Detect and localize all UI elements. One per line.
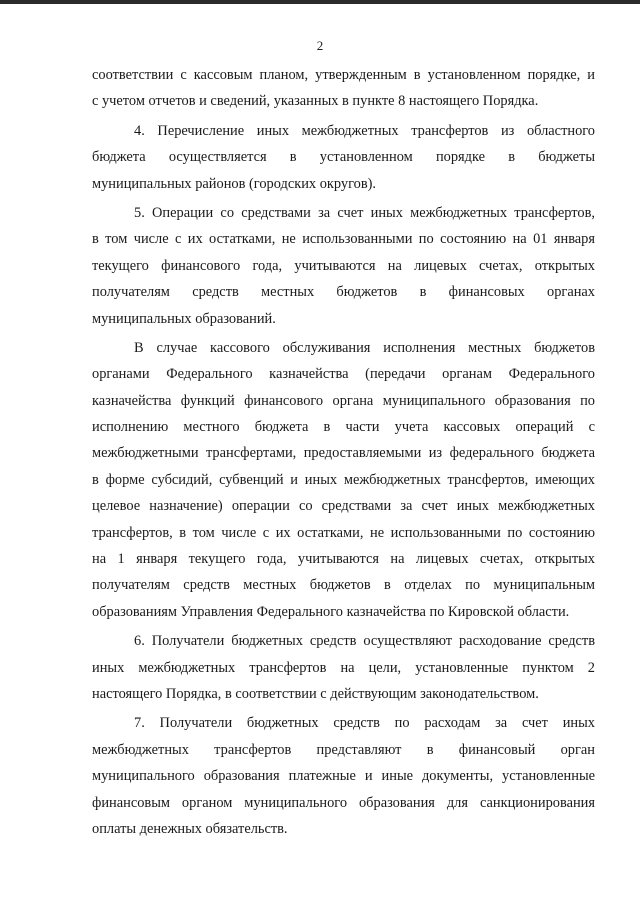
text-line: текущего финансового года, учитываются на лицевых счетах, открытых: [92, 257, 595, 274]
page-number: 2: [316, 38, 324, 53]
paragraph-p7: [92, 710, 595, 842]
text-line: исполнению местного бюджета в части учета кассовых операций с: [92, 419, 595, 436]
text-line: межбюджетных трансфертов представляют в финансовый орган: [92, 741, 595, 758]
text-line: на 1 января текущего года, учитываются на лицевых счетах, открытых: [92, 551, 595, 568]
paragraph-p5b: [92, 335, 595, 625]
text-line: целевое назначение) операции со средствами за счет иных межбюджетных: [92, 498, 595, 515]
text-line: получателям средств местных бюджетов в отделах по муниципальным: [92, 577, 595, 594]
text-line: с учетом отчетов и сведений, указанных в пункте 8 настоящего Порядка.: [92, 93, 539, 110]
text-line: образованиям Управления Федерального казначейства по Кировской области.: [92, 603, 570, 620]
text-line: муниципальных районов (городских округов).: [92, 175, 377, 192]
text-line: казначейства функций финансового органа муниципального образования по: [92, 392, 595, 409]
text-line: финансовым органом муниципального образования для санкционирования: [92, 794, 595, 811]
paragraph-p6: [92, 628, 595, 707]
text-line: оплаты денежных обязательств.: [92, 820, 288, 837]
text-line: получателям средств местных бюджетов в финансовых органах: [92, 284, 595, 301]
text-line: 6. Получатели бюджетных средств осуществляют расходование средств: [134, 633, 595, 650]
text-line: межбюджетными трансфертами, предоставляемыми из федерального бюджета: [92, 445, 595, 462]
text-line: муниципального образования платежные и иные документы, установленные: [92, 768, 595, 785]
top-edge-rule: [0, 0, 640, 4]
text-line: бюджета осуществляется в установленном порядке в бюджеты: [92, 149, 595, 166]
paragraph-p5: [92, 200, 595, 332]
text-line: 5. Операции со средствами за счет иных межбюджетных трансфертов,: [134, 204, 595, 221]
text-line: соответствии с кассовым планом, утвержденным в установленном порядке, и: [92, 67, 595, 83]
text-line: в том числе с их остатками, не использованными по состоянию на 01 января: [92, 231, 595, 248]
text-line: органами Федерального казначейства (передачи органам Федерального: [92, 366, 595, 383]
document-body: [92, 62, 595, 842]
text-line: в форме субсидий, субвенций и иных межбюджетных трансфертов, имеющих: [92, 471, 595, 488]
text-line: настоящего Порядка, в соответствии с действующим законодательством.: [92, 685, 539, 702]
paragraph-p0: [92, 62, 595, 115]
text-line: В случае кассового обслуживания исполнения местных бюджетов: [134, 339, 595, 356]
paragraph-p4: [92, 118, 595, 197]
text-line: 7. Получатели бюджетных средств по расходам за счет иных: [134, 715, 595, 732]
text-line: трансфертов, в том числе с их остатками, не использованными по состоянию: [92, 524, 595, 541]
text-line: муниципальных образований.: [92, 310, 276, 327]
text-line: 4. Перечисление иных межбюджетных трансфертов из областного: [134, 122, 595, 139]
text-line: иных межбюджетных трансфертов на цели, установленные пунктом 2: [92, 659, 595, 676]
